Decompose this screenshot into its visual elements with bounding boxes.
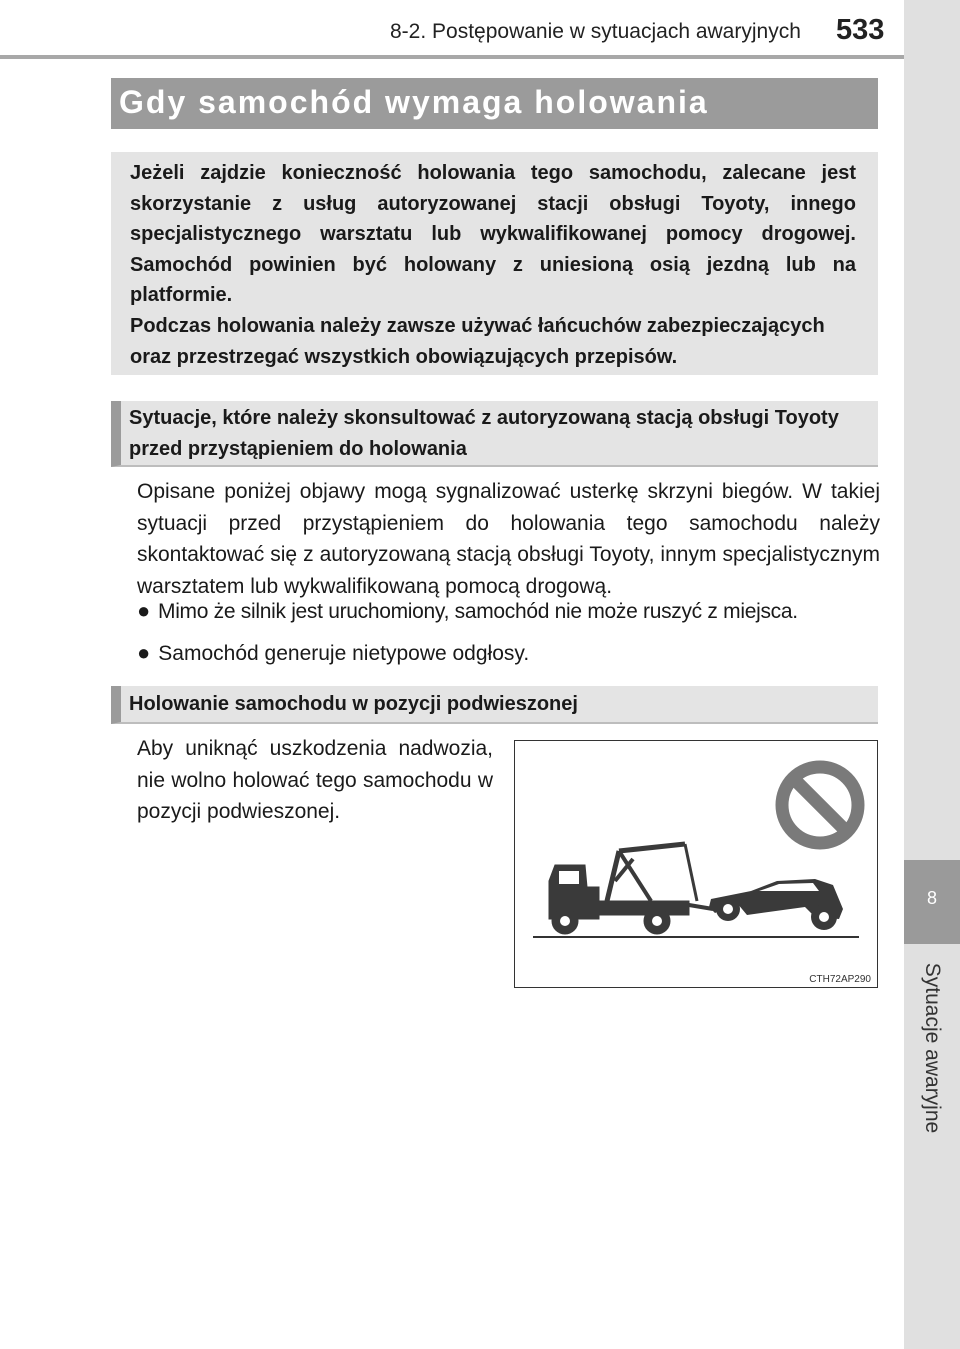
- subsection-heading-suspended: [111, 686, 878, 724]
- subsection-heading-suspended-text: Holowanie samochodu w pozycji podwieszonej: [129, 693, 578, 715]
- section-title: Gdy samochód wymaga holowania: [119, 84, 709, 120]
- towed-car-icon: [709, 879, 843, 930]
- tow-truck-icon: [549, 844, 713, 934]
- chapter-side-tab: [904, 0, 960, 1349]
- chapter-number: 8: [926, 888, 937, 908]
- suspended-body-text: Aby uniknąć uszkodzenia nadwozia, nie wolno holować tego samochodu w pozycji podwieszonej.: [137, 737, 493, 823]
- subsection-heading-consult: [111, 401, 878, 467]
- consult-body-text: Opisane poniżej objawy mogą sygnalizować usterkę skrzyni biegów. W takiej sytuacji przed przystąpieniem do holowania tego samochodu należy skontaktować się z autoryzowaną stacją obsługi Toyoty, innym specjalistycznym warsztatem lub wykwalifikowaną pomocą drogową.: [137, 480, 880, 598]
- intro-paragraph-2: Podczas holowania należy zawsze używać łańcuchów zabezpieczających oraz przestrzegać wszystkich obowiązujących przepisów.: [130, 315, 825, 368]
- bullet-icon: ●: [137, 640, 151, 665]
- towing-illustration: [514, 740, 878, 988]
- figure-code: CTH72AP290: [809, 974, 871, 985]
- chapter-name: Sytuacje awaryjne: [921, 962, 944, 1134]
- list-item: [137, 640, 529, 666]
- page-number: 533: [836, 14, 885, 46]
- list-item-text: Samochód generuje nietypowe odgłosy.: [158, 642, 530, 665]
- intro-box: [111, 152, 878, 375]
- bullet-icon: ●: [137, 598, 150, 623]
- list-item: [137, 598, 798, 624]
- subsection-heading-consult-text: Sytuacje, które należy skonsultować z autoryzowaną stacją obsługi Toyoty przed przystąpieniem do holowania: [129, 407, 839, 460]
- prohibition-icon: [782, 767, 858, 843]
- header-divider: [0, 55, 905, 59]
- running-header-title: 8-2. Postępowanie w sytuacjach awaryjnych: [390, 20, 801, 43]
- list-item-text: Mimo że silnik jest uruchomiony, samochód nie może ruszyć z miejsca.: [158, 600, 798, 623]
- section-title-bar: [111, 78, 878, 129]
- intro-paragraph-1: Jeżeli zajdzie konieczność holowania tego samochodu, zalecane jest skorzystanie z usług autoryzowanej stacji obsługi Toyoty, innego specjalistycznego warsztatu lub wykwalifikowanej pomocy drogowej. Samochód powinien być holowany z uniesioną osią jezdną lub na platformie.: [130, 162, 856, 306]
